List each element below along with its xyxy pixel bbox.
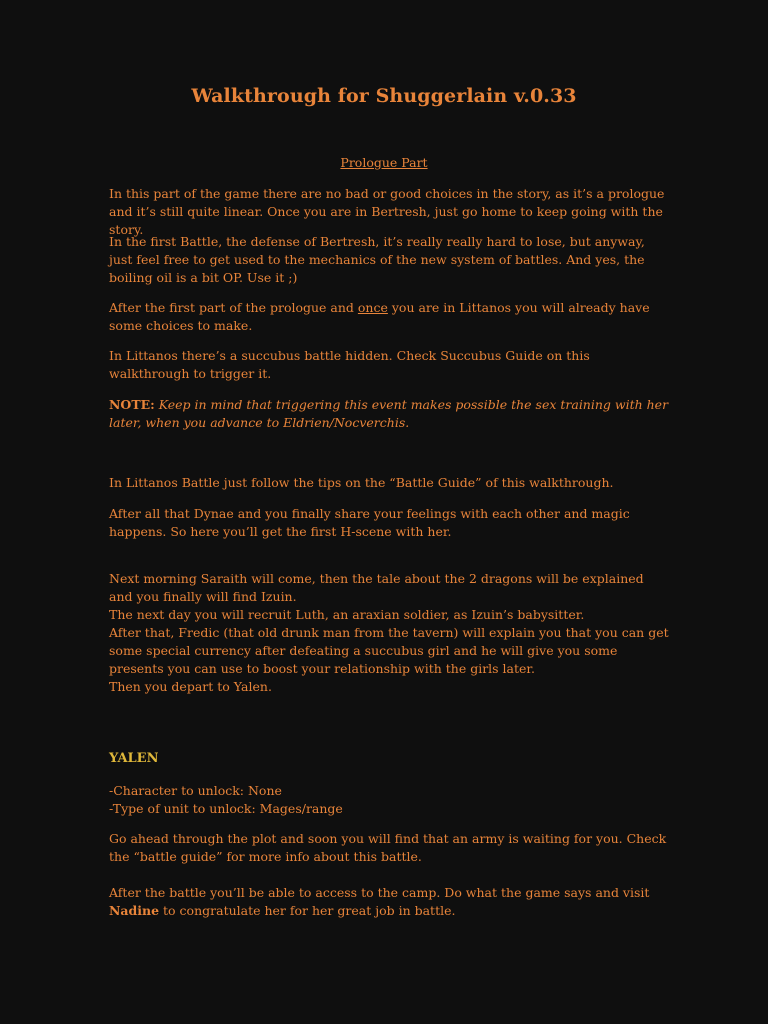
text-run: After the first part of the prologue and bbox=[109, 300, 358, 315]
paragraph-text bbox=[109, 884, 669, 920]
paragraph-text: In Littanos Battle just follow the tips on the “Battle Guide” of this walkthrough. bbox=[109, 475, 614, 490]
note-block bbox=[109, 396, 669, 432]
section-heading-yalen: YALEN bbox=[109, 751, 159, 766]
paragraph-succubus-hint bbox=[109, 347, 669, 383]
paragraph-text: Go ahead through the plot and soon you will find that an army is waiting for you. Check the “battle guide” for more info about this battle. bbox=[109, 831, 667, 864]
note-text: Keep in mind that triggering this event makes possible the sex training with her later, when you advance to Eldrien/Nocverchis. bbox=[109, 397, 669, 430]
paragraph-text: In this part of the game there are no bad or good choices in the story, as it’s a prologue and it’s still quite linear. Once you are in Bertresh, just go home to keep going with the story. bbox=[109, 186, 665, 237]
paragraph-dynae bbox=[109, 505, 669, 541]
paragraph-littanos-choices bbox=[109, 299, 669, 335]
paragraph-text: In Littanos there’s a succubus battle hidden. Check Succubus Guide on this walkthrough to trigger it. bbox=[109, 348, 590, 381]
note-label: NOTE: bbox=[109, 397, 155, 412]
paragraph-littanos-battle bbox=[109, 474, 669, 492]
bold-name-nadine: Nadine bbox=[109, 903, 160, 918]
paragraph-intro bbox=[109, 185, 669, 239]
paragraph-line: Then you depart to Yalen. bbox=[109, 679, 272, 694]
paragraph-line: After that, Fredic (that old drunk man from the tavern) will explain you that you can get some special currency after defeating a succubus girl and he will give you some presents you can use to boost your relationship with the girls later. bbox=[109, 625, 669, 676]
section-heading-prologue: Prologue Part bbox=[340, 155, 428, 170]
paragraph-line: Next morning Saraith will come, then the tale about the 2 dragons will be explained and you finally will find Izuin. bbox=[109, 571, 644, 604]
paragraph-next-morning bbox=[109, 570, 669, 696]
yalen-unlocks bbox=[109, 782, 669, 818]
text-run: to congratulate her for her great job in battle. bbox=[159, 903, 456, 918]
paragraph-text: In the first Battle, the defense of Bertresh, it’s really really hard to lose, but anyway, just feel free to get used to the mechanics of the new system of battles. And yes, the boiling oil is a bit OP. Use it ;) bbox=[109, 234, 645, 285]
underlined-text: once bbox=[357, 300, 388, 315]
paragraph-text: After all that Dynae and you finally share your feelings with each other and magic happens. So here you’ll get the first H-scene with her. bbox=[109, 506, 630, 539]
page-title: Walkthrough for Shuggerlain v.0.33 bbox=[191, 85, 577, 107]
note-paragraph bbox=[109, 396, 669, 432]
text-run: After the battle you’ll be able to access to the camp. Do what the game says and visit bbox=[109, 885, 650, 900]
text-run: you are in Littanos you will already have some choices to make. bbox=[109, 300, 650, 333]
paragraph-yalen-army bbox=[109, 830, 669, 866]
paragraph-camp bbox=[109, 884, 669, 920]
unlock-unit-type: -Type of unit to unlock: Mages/range bbox=[109, 801, 343, 816]
paragraph-text bbox=[109, 299, 669, 335]
paragraph-first-battle bbox=[109, 233, 669, 287]
paragraph-line: The next day you will recruit Luth, an araxian soldier, as Izuin’s babysitter. bbox=[109, 607, 585, 622]
unlock-character: -Character to unlock: None bbox=[109, 783, 282, 798]
